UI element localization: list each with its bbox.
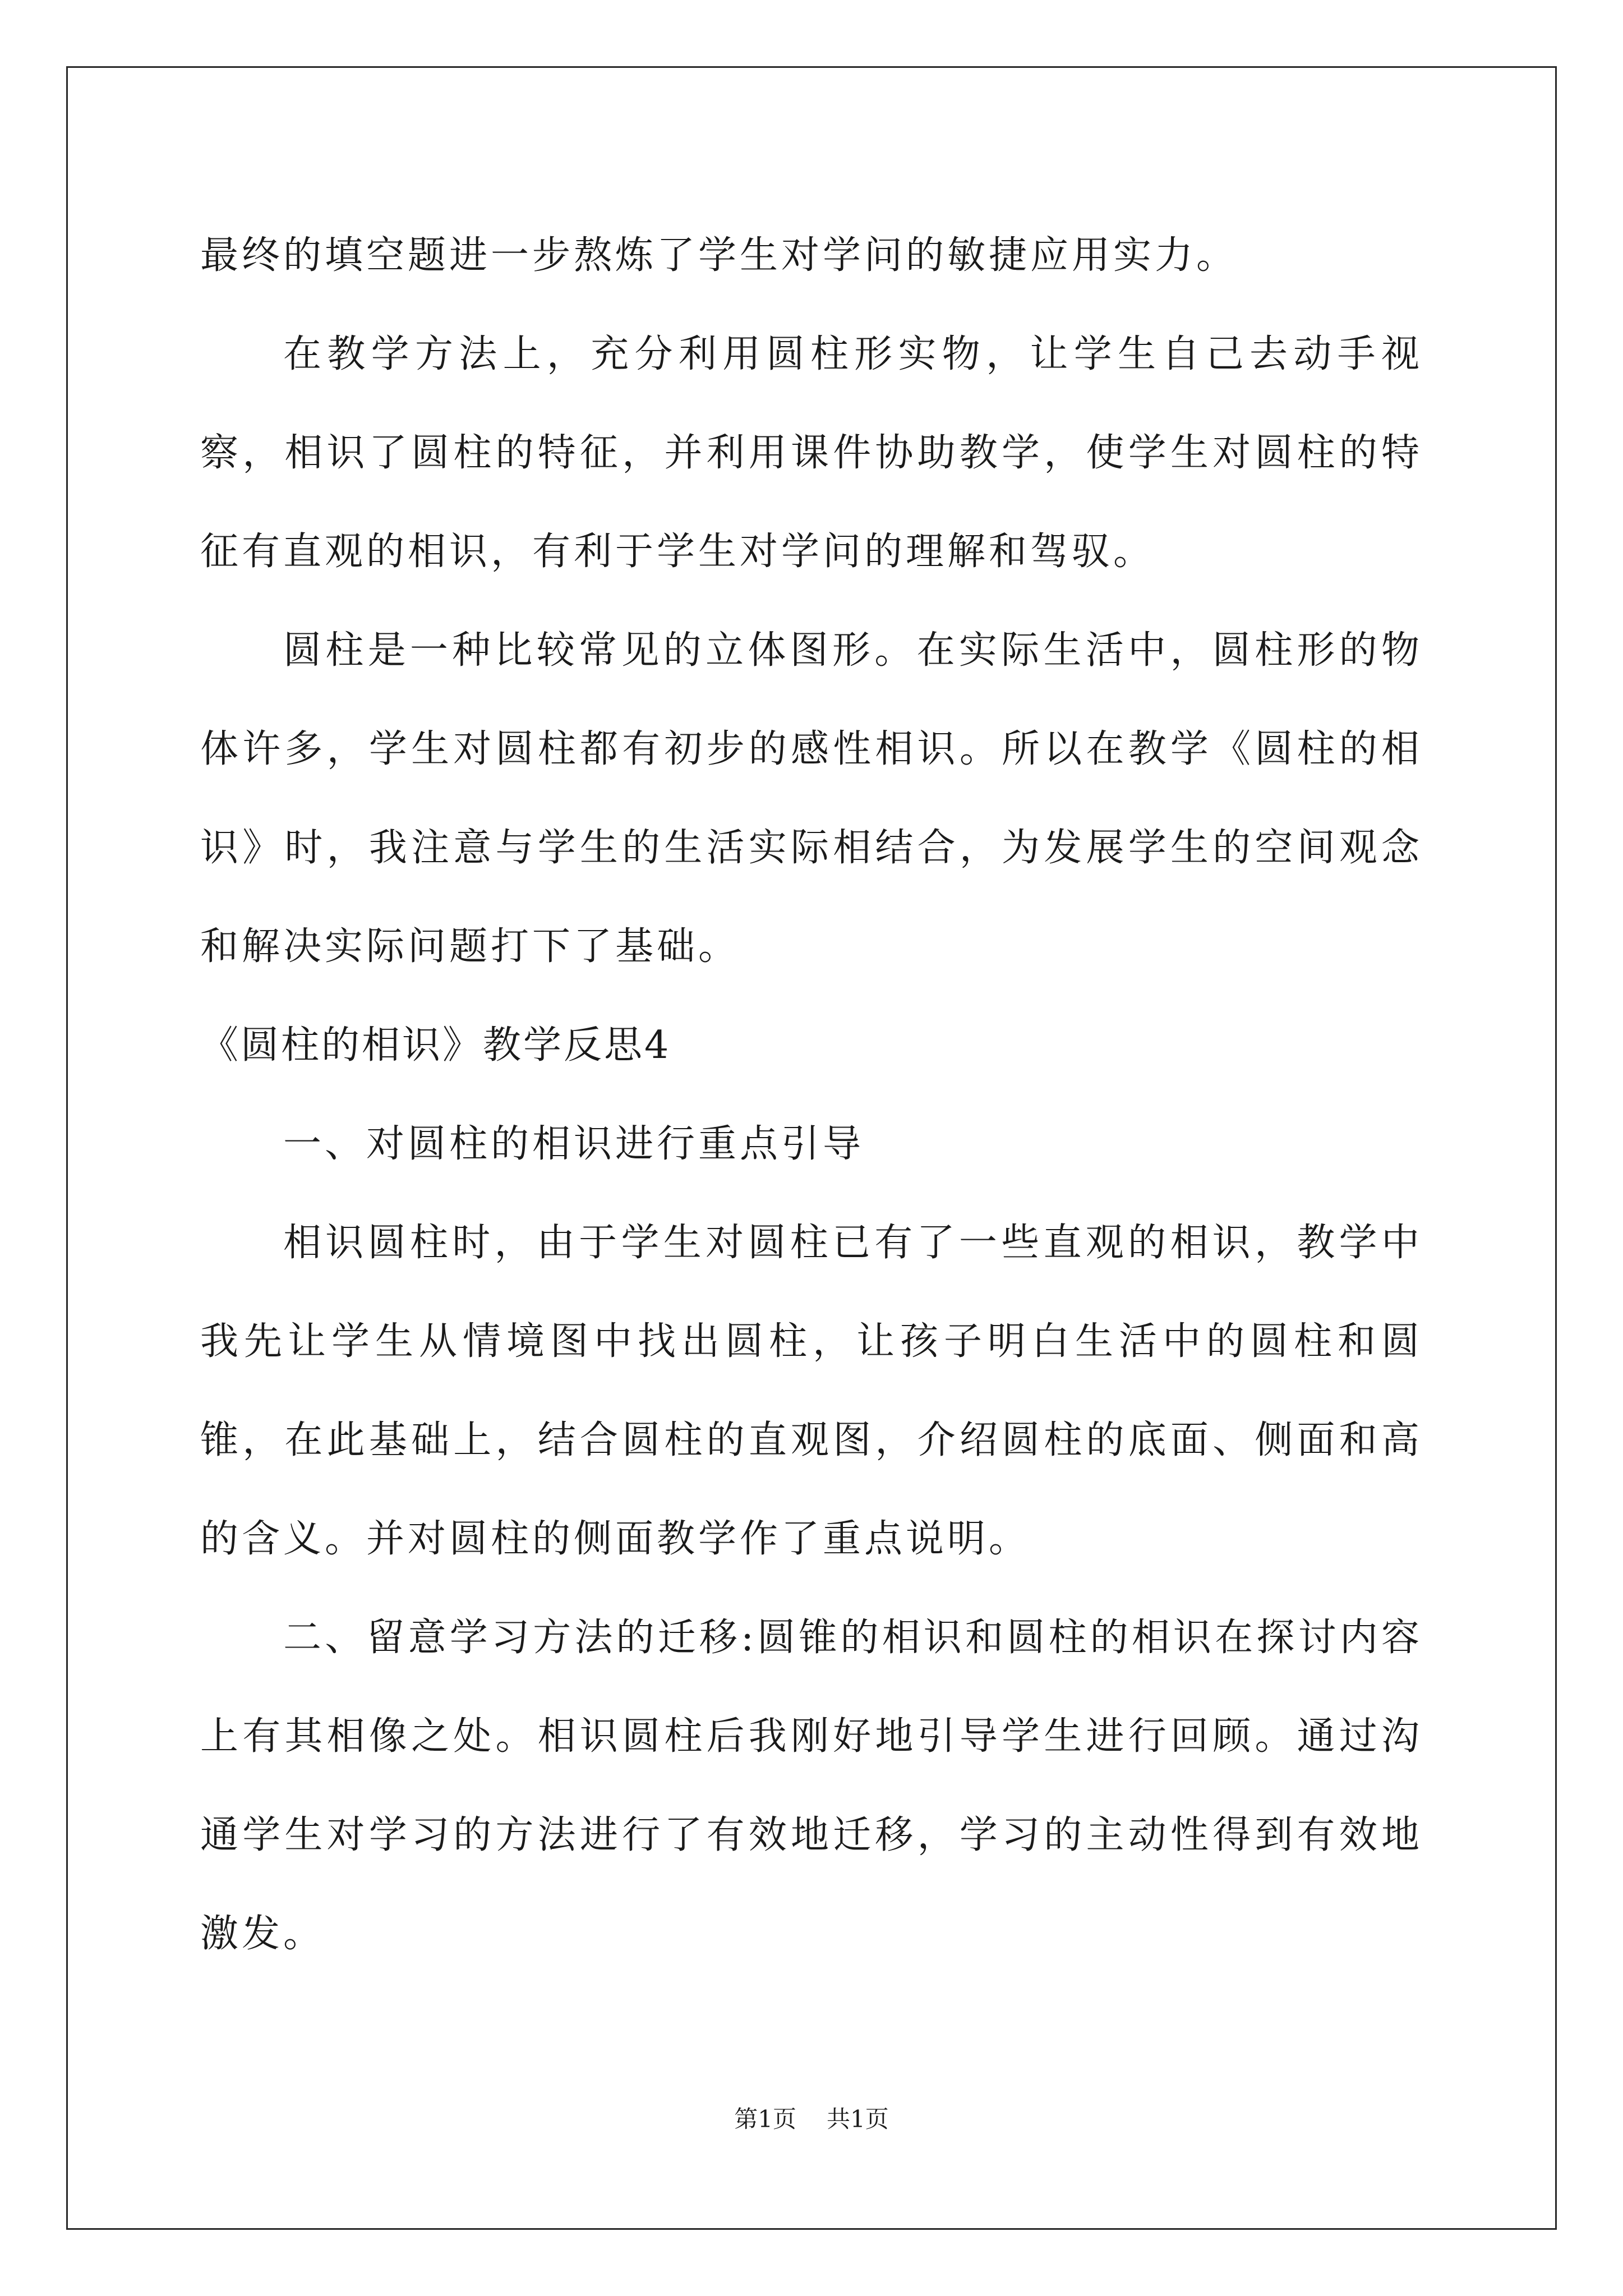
section-heading-1: 一、对圆柱的相识进行重点引导 <box>283 1122 865 1166</box>
paragraph-2: 在教学方法上，充分利用圆柱形实物，让学生自己去动手视察，相识了圆柱的特征，并利用课件协助教学，使学生对圆柱的特征有直观的相识，有利于学生对学问的理解和驾驭。 <box>200 332 1423 574</box>
page-total: 共1页 <box>827 2105 889 2133</box>
paragraph-4: 相识圆柱时，由于学生对圆柱已有了一些直观的相识，教学中我先让学生从情境图中找出圆柱，让孩子明白生活中的圆柱和圆锥，在此基础上，结合圆柱的直观图，介绍圆柱的底面、侧面和高的含义。并对圆柱的侧面教学作了重点说明。 <box>200 1221 1423 1561</box>
section-title: 《圆柱的相识》教学反思4 <box>200 1023 671 1068</box>
paragraph-3: 圆柱是一种比较常见的立体图形。在实际生活中，圆柱形的物体许多，学生对圆柱都有初步的感性相识。所以在教学《圆柱的相识》时，我注意与学生的生活实际相结合，为发展学生的空间观念和解决实际问题打下了基础。 <box>200 628 1423 969</box>
document-body <box>200 206 1423 1984</box>
paragraph-5: 二、留意学习方法的迁移:圆锥的相识和圆柱的相识在探讨内容上有其相像之处。相识圆柱后我刚好地引导学生进行回顾。通过沟通学生对学习的方法进行了有效地迁移，学习的主动性得到有效地激发。 <box>200 1616 1423 1956</box>
page-number: 第1页 <box>734 2105 796 2133</box>
paragraph-1: 最终的填空题进一步熬炼了学生对学问的敏捷应用实力。 <box>200 233 1238 278</box>
page-footer <box>0 2102 1623 2136</box>
